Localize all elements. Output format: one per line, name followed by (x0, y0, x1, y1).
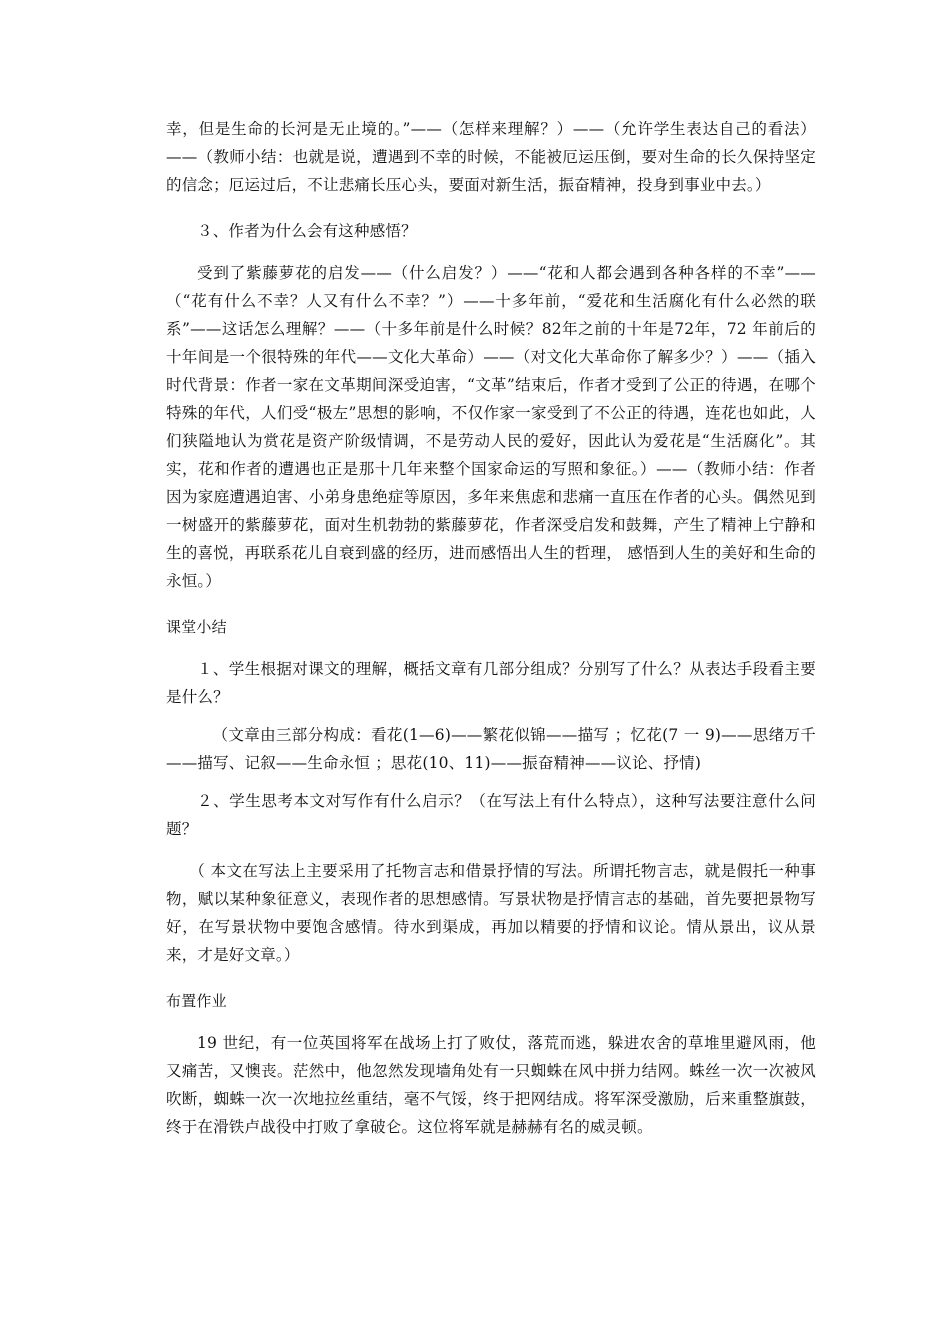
summary-answer-2: （ 本文在写法上主要采用了托物言志和借景抒情的写法。所谓托物言志，就是假托一种事物，赋以某种象征意义，表现作者的思想感情。写景状物是抒情言志的基础，首先要把景物写好，在写景状物中要饱含感情。待水到渠成，再加以精要的抒情和议论。情从景出，议从景来，才是好文章。） (166, 862, 816, 964)
paragraph-inspiration: 受到了紫藤萝花的启发——（什么启发？）——“花和人都会遇到各种各样的不幸”——（“花有什么不幸？人又有什么不幸？”）——十多年前，“爱花和生活腐化有什么必然的联系”——这话怎么理解？——（十多年前是什么时候？82年之前的十年是72年，72 年前后的十年间是一个很特殊的年代——文化大革命）——（对文化大革命你了解多少？）——（插入时代背景：作者一家在文革期间深受迫害，“文革”结束后，作者才受到了公正的待遇，在哪个特殊的年代，人们受“极左”思想的影响，不仅作家一家受到了不公正的待遇，连花也如此，人们狭隘地认为赏花是资产阶级情调，不是劳动人民的爱好，因此认为爱花是“生活腐化”。其实，花和作者的遭遇也正是那十几年来整个国家命运的写照和象征。）——（教师小结：作者因为家庭遭遇迫害、小弟身患绝症等原因，多年来焦虑和悲痛一直压在作者的心头。偶然见到一树盛开的紫藤萝花，面对生机勃勃的紫藤萝花，作者深受启发和鼓舞，产生了精神上宁静和生的喜悦，再联系花儿自衰到盛的经历，进而感悟出人生的哲理， 感悟到人生的美好和生命的永恒。） (166, 264, 816, 590)
document-body (166, 115, 816, 1141)
paragraph-teacher-summary-continued: 幸，但是生命的长河是无止境的。”——（怎样来理解？）——（允许学生表达自己的看法）——（教师小结：也就是说，遭遇到不幸的时候，不能被厄运压倒，要对生命的长久保持坚定的信念；厄运过后，不让悲痛长压心头，要面对新生活，振奋精神，投身到事业中去。） (166, 120, 816, 194)
homework-story: 19 世纪，有一位英国将军在战场上打了败仗，落荒而逃，躲进农舍的草堆里避风雨，他又痛苦，又懊丧。茫然中，他忽然发现墙角处有一只蜘蛛在风中拼力结网。蛛丝一次一次被风吹断，蜘蛛一次一次地拉丝重结，毫不气馁，终于把网结成。将军深受激励，后来重整旗鼓，终于在滑铁卢战役中打败了拿破仑。这位将军就是赫赫有名的威灵顿。 (166, 1034, 816, 1136)
summary-question-2: ２、学生思考本文对写作有什么启示？（在写法上有什么特点），这种写法要注意什么问题？ (166, 792, 816, 838)
summary-answer-1: （文章由三部分构成：看花(1—6)——繁花似锦——描写 ；忆花(7 一 9)——思绪万千——描写、记叙——生命永恒 ；思花(10、11)——振奋精神——议论、抒情) (166, 726, 816, 772)
section-heading-class-summary: 课堂小结 (166, 618, 227, 636)
summary-question-1: １、学生根据对课文的理解，概括文章有几部分组成？分别写了什么？从表达手段看主要是什么？ (166, 660, 816, 706)
question-3: ３、作者为什么会有这种感悟？ (197, 222, 417, 240)
section-heading-homework: 布置作业 (166, 992, 227, 1010)
